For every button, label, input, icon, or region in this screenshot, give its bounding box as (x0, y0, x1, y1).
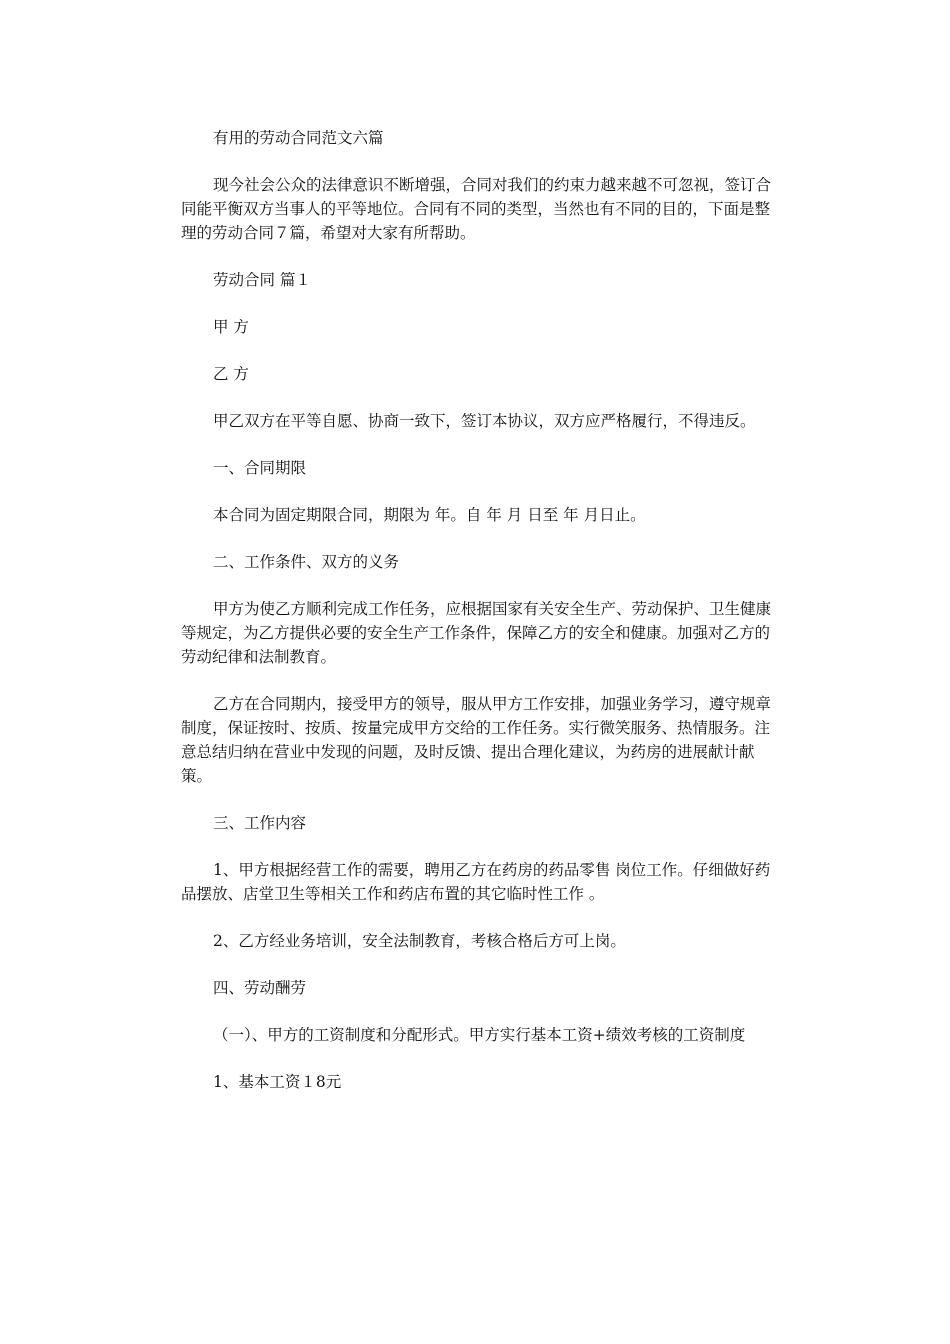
document-title: 有用的劳动合同范文六篇 (213, 129, 384, 147)
clause-heading: 三、工作内容 (213, 814, 307, 832)
clause-heading: 四、劳动酬劳 (213, 979, 307, 997)
clause-paragraph: 甲方为使乙方顺利完成工作任务，应根据国家有关安全生产、劳动保护、卫生健康等规定，为乙方提供必要的安全生产工作条件，保障乙方的安全和健康。加强对乙方的劳动纪律和法制教育。 (181, 600, 772, 666)
agreement-paragraph: 甲乙双方在平等自愿、协商一致下，签订本协议，双方应严格履行，不得违反。 (213, 412, 756, 430)
clause-paragraph: 1、基本工资１8元 (213, 1073, 342, 1091)
clause-heading: 一、合同期限 (213, 459, 307, 477)
clause-paragraph: 乙方在合同期内，接受甲方的领导，服从甲方工作安排，加强业务学习，遵守规章制度，保证按时、按质、按量完成甲方交给的工作任务。实行微笑服务、热情服务。注意总结归纳在营业中发现的问题，及时反馈、提出合理化建议，为药房的进展献计献策。 (181, 695, 772, 785)
clause-paragraph: 1、甲方根据经营工作的需要，聘用乙方在药房的药品零售 岗位工作。仔细做好药品摆放、店堂卫生等相关工作和药店布置的其它临时性工作 。 (181, 861, 771, 903)
party-b-line: 乙 方 (213, 365, 249, 383)
section-heading: 劳动合同 篇１ (213, 271, 311, 289)
clause-paragraph: 本合同为固定期限合同，期限为 年。自 年 月 日至 年 月日止。 (213, 506, 646, 524)
clause-paragraph: （一）、甲方的工资制度和分配形式。甲方实行基本工资+绩效考核的工资制度 (213, 1026, 746, 1044)
clause-heading: 二、工作条件、双方的义务 (213, 553, 400, 571)
party-a-line: 甲 方 (213, 318, 249, 336)
intro-paragraph: 现今社会公众的法律意识不断增强，合同对我们的约束力越来越不可忽视，签订合同能平衡双方当事人的平等地位。合同有不同的类型，当然也有不同的目的，下面是整理的劳动合同７篇，希望对大家有所帮助。 (181, 176, 772, 242)
document-page (181, 126, 771, 1094)
clause-paragraph: 2、乙方经业务培训，安全法制教育，考核合格后方可上岗。 (213, 932, 626, 950)
